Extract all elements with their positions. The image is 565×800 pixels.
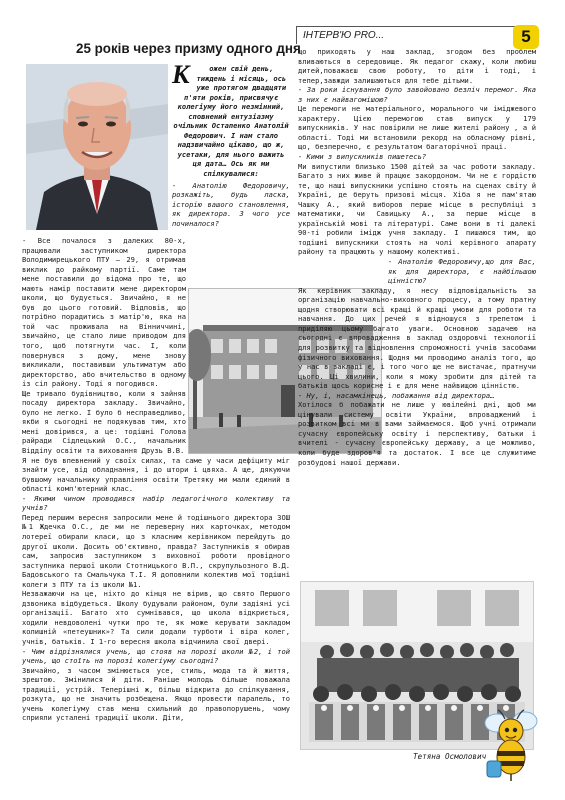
question-7: - Ну, і, насамкінець, побажання від директора… — [298, 390, 495, 400]
section-rubric: ІНТЕРВ'Ю PRO... — [296, 26, 524, 44]
answer-2-paragraph-1: Перед першим вересня запросили мене й тодішнього директора ЗОШ №1 Ждечка О.С., де ми не переверну них карточках, методом лотереї обирали класи, що з класним керівником перейдуть до другої школи. Досить об'єктивно, правда? Заступників я обирав сам, запросив заступником з виховної роботи провідного заступника першої школи Стотницького В.П., скрупульозного В.Д. Бадовського та Смальчука Т.І. Я доповнили колектив мої тодішні колеги з ПТУ та із школи №1. — [22, 512, 290, 589]
question-5: - Кими з випускників пишетесь? — [298, 152, 427, 162]
question-4: - За роки існування було завойовано безліч перемог. Яка з них є найвагомішою? — [298, 85, 536, 104]
answer-3-paragraph-2: що приходять у наш заклад, згодом без проблем вливаються в середовище. Як педагог скажу, коли любиш дитей,поважаєш свою роботу, то діти і тоді, і тепер,завжди залишаються для тебе дітьми. — [298, 47, 536, 85]
answer-2-paragraph-2: Незважаючи на це, ніхто до кінця не вірив, що свято Першого дзвоника відбудеться. Школу будували районом, були задіяні усі організації. Багато хто сумнівався, що школа відкриється, ходили невдоволені чутки про те, як може керувати закладом колишній «петеушник»? Та сили додали турботи і віра колег, учнів, батьків. І 1-го вересня школа відчинила свої двері. — [22, 589, 290, 646]
question-1: - Анатолію Федоровичу, розкажіть, будь ласка, історію вашого становлення, як директора. З чого усе починалося? — [172, 180, 290, 228]
portrait-illustration — [26, 64, 168, 230]
answer-6-paragraph-1: Як керівник закладу, я несу відповідальність за організацію навчально-виховного процесу, а тому пратну щодня створювати всі кращі й кращі умови для роботи та навчання. До цих речей я відношуся з трепетом і приділяю цьому багато уваги. Основною задачею на сьогодні є впровадження в заклад оздоровчі технології для розвитку та відновлення спроможності учнів засобами фізичного виховання. Щодня ми проводимо аналіз того, що у нас в закладі є, і того чого ще не вистачає, пратнучи цього. Ці хвилини, коли я можу зробити для дітей та батьків щось корисне і є для мене найвищою цінністю. — [298, 285, 536, 391]
article-title: 25 років через призму одного дня — [76, 41, 301, 56]
answer-1-paragraph-1: - Все почалося з далеких 80-х, працювали заступником директора Володимирецького ПТУ – 29, я отримав виклик до райкому партії. Саме там мене поставили до відома про те, що мають намір поставити мене директором школи, що будується. Звичайно, я не був до цього готовий. Відповів, що потрібно порадитись з матір'ю, яка на той час проживала на Вінниччині, звичайно, це стало лише приводом для того, щоб потягнути час. І, коли повернувся з дому, мене знову викликали, поставивши ультиматум або директорство, або вчительство в одному із сіл району. Тоді я погодився. — [22, 236, 186, 389]
director-portrait-photo — [26, 64, 168, 230]
page-number-badge: 5 — [513, 25, 539, 49]
bee-mascot-icon — [481, 705, 543, 783]
article-intro — [172, 60, 290, 228]
question-2: - Якими чином проводився набір педагогічного колективу та учнів? — [22, 493, 290, 513]
intro-dropcap: К — [172, 60, 190, 89]
right-column — [298, 47, 536, 467]
answer-1-paragraph-3: Я не був впевнений у своїх силах, та саме у часи дефіциту міг знайти усе, від обладнання, і до штори і цвяха. А ще, дякуючи бувшому начальнику управління освіти Третяку ми мали єдиний в області комп'ютерний клас. — [22, 455, 290, 494]
answer-4-paragraph-1: Це перемоги не матеріального, морального чи іміджевого характеру. Цією перемогою став випуск у 179 випускників. У нас повірили не лише жителі району , а й області. Тоді ми встановили рекорд на обласному рівні, що, безперечно, є результатом багаторічної праці. — [298, 104, 536, 152]
question-3: - Чим відрізнялися учень, що стояв на порозі школи №2, і той учень, що стоїть на порозі колегіуму сьогодні? — [22, 646, 290, 666]
answer-5-paragraph-1: Ми випустили близько 1500 дітей за час роботи закладу. Багато з них живе й працює закордоном. Чи не є гордістю те, що наші випускники успішно стоять на сценах світу й Україні, де беруть призові місця. Хіба я не пам'ятаю Чашку А., який виборов перше місце в республіці з математики, чи Савицьку А., за перше місце в українській мові та літературі. Саме вони в ті далекі 90-ті робили імідж учня закладу. І пишаюся тим, що тодішні випускники стоять на чолі керівного апарату району та працюють у нашому колективі. — [298, 161, 536, 257]
question-6: - Анатолію Федоровичу,що для Вас, як для директора, є найбільшою цінністю? — [388, 257, 536, 286]
answer-3-paragraph-1: Звичайно, з часом змінюється усе, стиль, мода та й життя, зрештою. Змінилися й діти. Раніше молодь більше поважала традиції, устрій. Теперішні ж, більш відкрита до спілкування, розкута, що не значить розбещена. Якщо провести паралель, то учень колегіуму став менш схильний до правопорушень, чому сприяли усталені традиції школи. Діти, — [22, 665, 290, 723]
answer-1-paragraph-2: Ще тривало будівництво, коли я зайняв посаду директора закладу. Звичайно, було не легко. І було б несправедливо, якби я сьогодні не подякував тим, хто мені довірився, а це: тодішні Голова райради Сідлецький О.С., начальник Відділу освіти та виховання Друзь В.В. — [22, 388, 186, 456]
intro-text: ожен свій день, тиждень і місяць, ось уже протягом двадцяти п'яти років, присвячує колегіуму його незмінний, сповнений ентузіазму очільник Остапенко Анатолій Федорович. І нам стало надзвичайно цікаво, що ж, усетаки, для нього важить ця дата… Ось як ми спілкувалися: — [173, 64, 289, 179]
answer-7-paragraph-1: Хотілося б побажати не лише у ювілейні дні, щоб ми цінували систему освіти України, впроваджений і розвитком всі ми в вами займаємося. Щоб учні отримали сучасну європейську освіту і перспективу, батьки і вчителі - сучасну європейську державу, а це можливо, коли буде здоров'я та достаток. І все це служитиме розбудові нашої держави. — [298, 400, 536, 467]
author-signature: Тетяна Осмолович — [413, 752, 487, 761]
